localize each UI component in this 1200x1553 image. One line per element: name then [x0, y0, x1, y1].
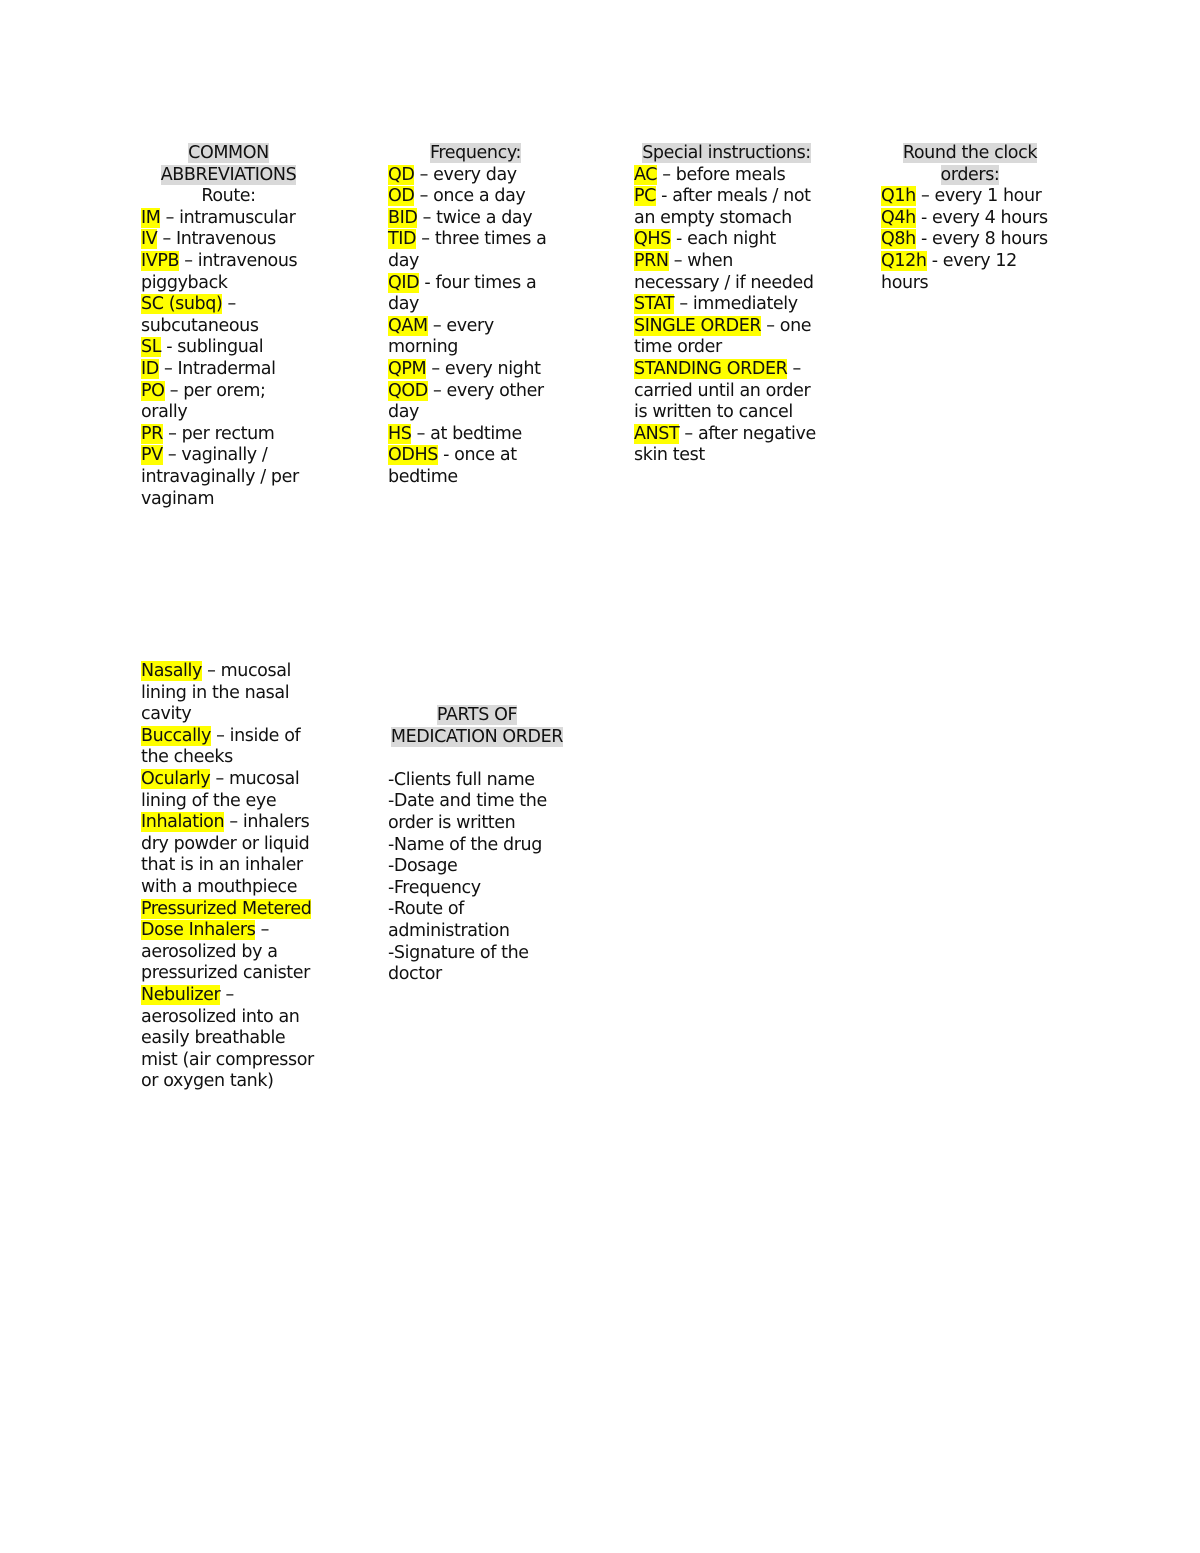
abbreviation-term: BID [388, 207, 418, 228]
abbreviation-term: Pressurized Metered Dose Inhalers [141, 898, 312, 941]
abbreviation-entry [141, 726, 321, 769]
abbreviation-term: HS [388, 423, 412, 444]
abbreviation-entry [881, 229, 1059, 251]
route-heading [141, 143, 316, 208]
abbreviation-term: QID [388, 272, 420, 293]
abbreviation-entry [388, 381, 563, 424]
abbreviation-description: – vaginally / intravaginally / per vaginam [141, 445, 299, 509]
abbreviation-description: - each night [670, 229, 776, 250]
abbreviation-term: Q1h [881, 186, 916, 207]
frequency-list [388, 165, 563, 489]
abbreviation-entry [634, 316, 819, 359]
abbreviation-description: – per rectum [162, 423, 275, 444]
round-clock-column [881, 143, 1059, 294]
abbreviation-description: - sublingual [161, 337, 264, 358]
abbreviation-term: Ocularly [141, 768, 211, 789]
abbreviation-term: ODHS [388, 445, 438, 466]
abbreviation-term: STANDING ORDER [634, 358, 788, 379]
abbreviation-entry [141, 812, 321, 898]
abbreviation-entry [388, 208, 563, 230]
abbreviation-term: AC [634, 164, 658, 185]
abbreviation-description: - every 8 hours [915, 229, 1048, 250]
abbreviation-entry [634, 424, 819, 467]
abbreviation-entry [388, 316, 563, 359]
abbreviation-entry [634, 186, 819, 229]
route-more-list [141, 661, 321, 1093]
abbreviation-description: – one time order [634, 315, 812, 358]
abbreviation-entry [141, 359, 316, 381]
abbreviation-term: SL [141, 337, 162, 358]
special-heading-text: Special instructions: [642, 143, 811, 163]
parts-list [388, 770, 566, 986]
abbreviation-term: PV [141, 445, 163, 466]
order-part-item: -Signature of the doctor [388, 942, 529, 985]
frequency-heading [388, 143, 563, 165]
abbreviation-term: IM [141, 207, 161, 228]
abbreviation-entry [141, 445, 316, 510]
abbreviation-term: PR [141, 423, 163, 444]
parts-heading-line1: PARTS OF [436, 705, 518, 725]
abbreviation-entry [141, 208, 316, 230]
abbreviation-description: – Intravenous [157, 229, 276, 250]
abbreviation-entry [388, 445, 563, 488]
abbreviation-description: - after meals / not an empty stomach [634, 186, 811, 228]
abbreviation-entry [634, 294, 819, 316]
abbreviation-term: TID [388, 229, 417, 250]
abbreviation-term: ANST [634, 423, 680, 444]
special-heading [634, 143, 819, 165]
abbreviation-description: – Intradermal [158, 358, 276, 379]
abbreviation-term: IVPB [141, 250, 180, 271]
abbreviation-term: OD [388, 186, 415, 207]
abbreviation-description: – intramuscular [160, 207, 296, 228]
abbreviation-description: - every 12 hours [881, 250, 1017, 293]
abbreviation-term: SC (subq) [141, 294, 223, 315]
frequency-column [388, 143, 563, 489]
abbreviation-term: QD [388, 164, 415, 185]
round-clock-list [881, 186, 1059, 294]
abbreviation-entry [141, 251, 316, 294]
abbreviation-entry [141, 381, 316, 424]
route-heading-line3: Route: [201, 186, 256, 207]
abbreviation-term: QPM [388, 358, 427, 379]
abbreviation-entry [388, 165, 563, 187]
abbreviation-term: Nasally [141, 661, 202, 681]
abbreviation-term: IV [141, 229, 158, 250]
abbreviation-term: STAT [634, 294, 675, 315]
route-column [141, 143, 316, 510]
abbreviation-entry [881, 208, 1059, 230]
abbreviation-description: – every morning [388, 315, 494, 358]
parts-column [388, 705, 566, 986]
abbreviation-description: - every 4 hours [915, 207, 1048, 228]
special-column [634, 143, 819, 467]
abbreviation-entry [634, 251, 819, 294]
abbreviation-description: – once a day [414, 186, 526, 207]
abbreviation-term: Nebulizer [141, 984, 221, 1005]
abbreviation-entry [881, 251, 1059, 294]
abbreviation-term: Buccally [141, 725, 211, 746]
abbreviation-entry [388, 229, 563, 272]
abbreviation-description: – per orem; orally [141, 380, 266, 423]
abbreviation-term: Q12h [881, 250, 927, 271]
abbreviation-description: - four times a day [388, 272, 537, 315]
abbreviation-description: – mucosal lining of the eye [141, 768, 300, 811]
special-list [634, 165, 819, 467]
abbreviation-description: – every day [414, 164, 517, 185]
abbreviation-description: – aerosolized by a pressurized canister [141, 920, 310, 984]
order-part-item: -Clients full name [388, 769, 535, 790]
abbreviation-entry [388, 424, 563, 446]
abbreviation-entry [634, 359, 819, 424]
abbreviation-description: – inside of the cheeks [141, 725, 301, 768]
order-part-item: -Dosage [388, 856, 458, 877]
route-heading-line2: ABBREVIATIONS [160, 164, 297, 185]
route-list [141, 208, 316, 510]
parts-heading-line2: MEDICATION ORDER [390, 726, 564, 747]
route-more-column [141, 661, 321, 1093]
round-clock-heading [881, 143, 1059, 186]
abbreviation-description: – inhalers dry powder or liquid that is in an inhaler with a mouthpiece [141, 812, 310, 897]
order-part-item: -Frequency [388, 877, 481, 898]
order-part-item: -Route of administration [388, 899, 510, 941]
abbreviation-description: – subcutaneous [141, 294, 259, 336]
order-part-item: -Date and time the order is written [388, 791, 547, 833]
round-clock-heading-line2: orders: [940, 164, 1000, 185]
abbreviation-entry [141, 229, 316, 251]
abbreviation-description: – every night [426, 358, 541, 379]
abbreviation-description: – carried until an order is written to cancel [634, 358, 811, 423]
abbreviation-description: – mucosal lining in the nasal cavity [141, 661, 291, 725]
route-heading-line1: COMMON [188, 143, 269, 163]
abbreviation-term: SINGLE ORDER [634, 315, 762, 336]
abbreviation-term: Q4h [881, 207, 916, 228]
abbreviation-entry [881, 186, 1059, 208]
abbreviation-term: QOD [388, 380, 428, 401]
abbreviation-term: PC [634, 186, 656, 207]
abbreviation-entry [141, 985, 321, 1093]
abbreviation-entry [141, 424, 316, 446]
abbreviation-term: QHS [634, 229, 671, 250]
order-part-item: -Name of the drug [388, 834, 542, 855]
abbreviation-term: ID [141, 358, 159, 379]
abbreviation-entry [141, 661, 321, 726]
abbreviation-term: PRN [634, 250, 669, 271]
frequency-heading-text: Frequency: [429, 143, 522, 163]
abbreviation-description: – aerosolized into an easily breathable mist (air compressor or oxygen tank) [141, 984, 314, 1092]
abbreviation-term: Inhalation [141, 812, 225, 833]
abbreviation-description: – intravenous piggyback [141, 250, 298, 293]
abbreviation-description: – immediately [674, 294, 798, 315]
abbreviation-entry [634, 165, 819, 187]
abbreviation-description: – at bedtime [411, 423, 522, 444]
abbreviation-description: – before meals [657, 164, 786, 185]
abbreviation-entry [388, 359, 563, 381]
parts-heading [388, 705, 566, 748]
abbreviation-description: – twice a day [417, 207, 533, 228]
abbreviation-entry [388, 273, 563, 316]
abbreviation-entry [388, 186, 563, 208]
abbreviation-description: – when necessary / if needed [634, 250, 814, 293]
abbreviation-term: QAM [388, 315, 428, 336]
round-clock-heading-line1: Round the clock [902, 143, 1038, 163]
abbreviation-entry [141, 294, 316, 337]
abbreviation-description: – every 1 hour [915, 186, 1042, 207]
abbreviation-description: – three times a day [388, 229, 547, 271]
abbreviation-entry [141, 899, 321, 985]
abbreviation-description: – after negative skin test [634, 423, 816, 466]
abbreviation-description: – every other day [388, 380, 544, 423]
abbreviation-term: PO [141, 380, 165, 401]
abbreviation-entry [141, 769, 321, 812]
abbreviation-term: Q8h [881, 229, 916, 250]
abbreviation-entry [634, 229, 819, 251]
abbreviation-description: - once at bedtime [388, 445, 517, 487]
abbreviation-entry [141, 337, 316, 359]
